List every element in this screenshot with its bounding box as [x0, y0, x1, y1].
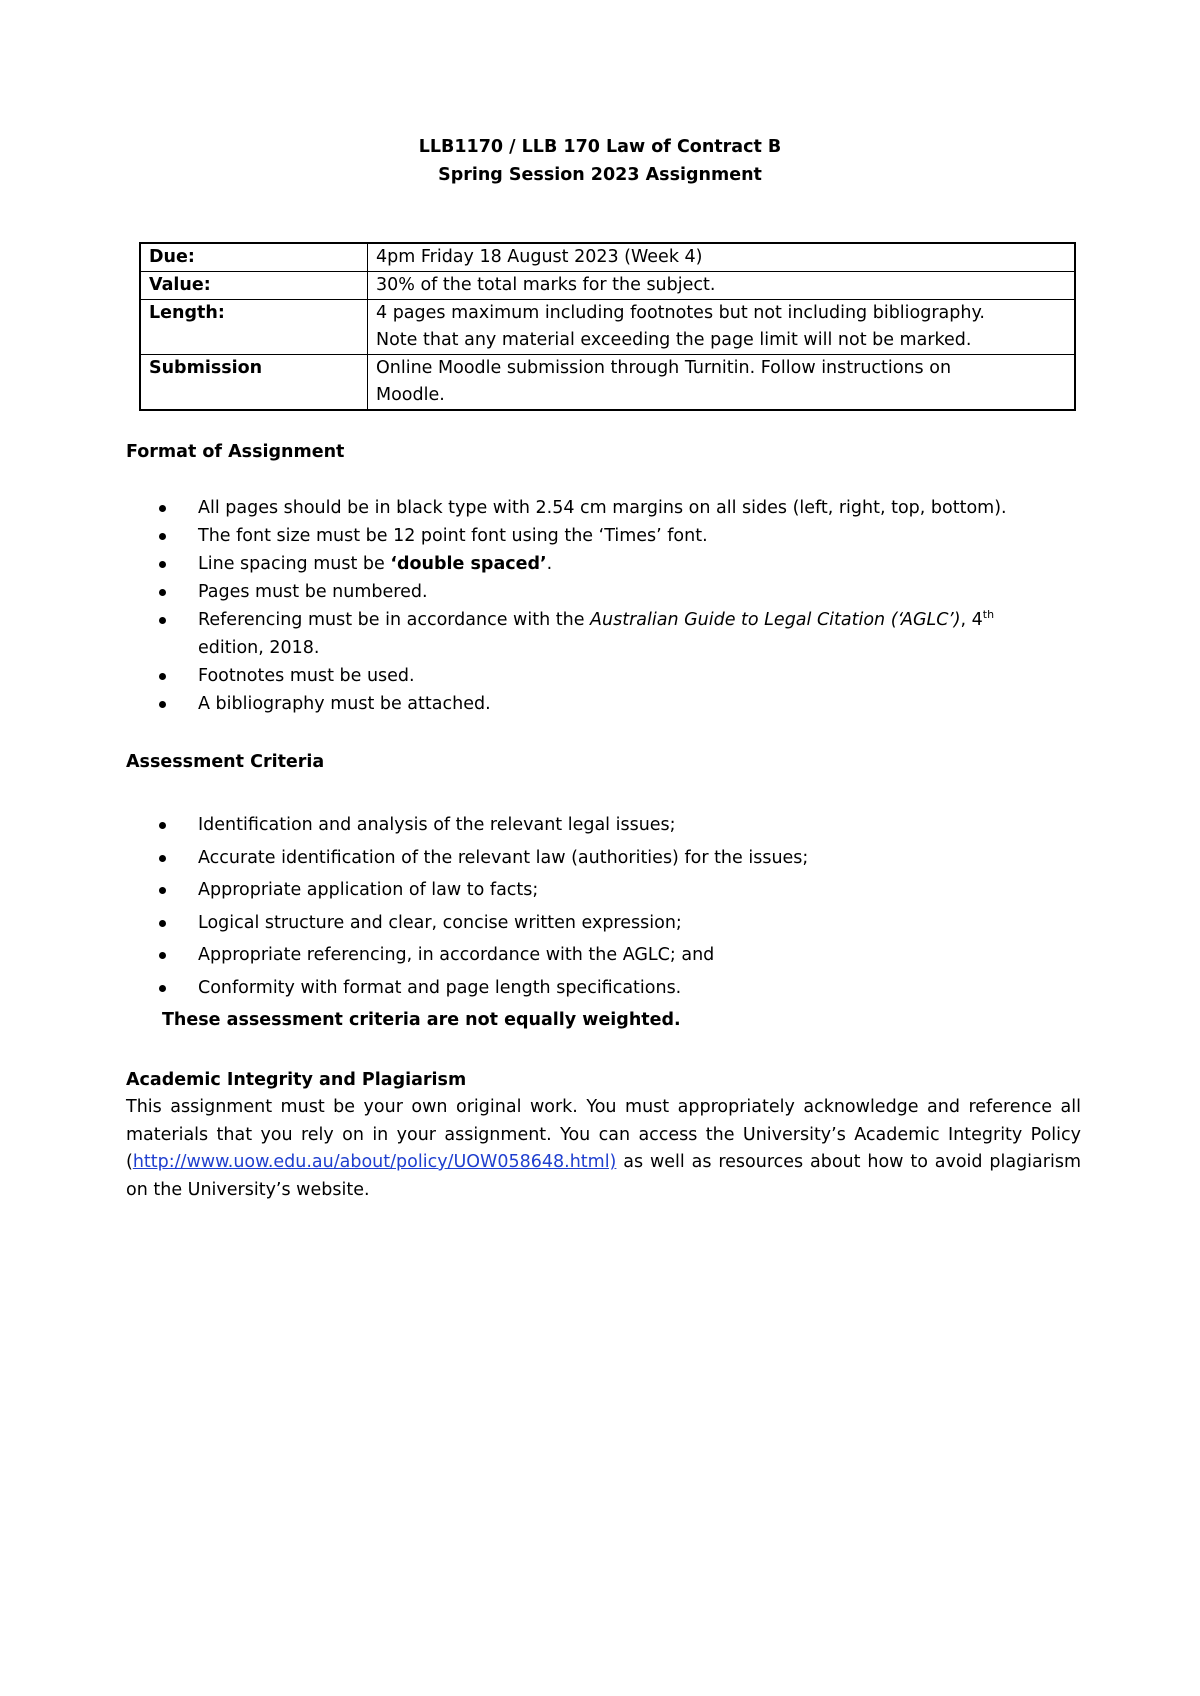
- policy-link[interactable]: http://www.uow.edu.au/about/policy/UOW058648.html): [132, 1152, 617, 1172]
- row-value-line: Moodle.: [376, 385, 445, 405]
- list-item: [126, 606, 1086, 662]
- list-item: [126, 550, 1086, 578]
- row-value-line: 4 pages maximum including footnotes but not including bibliography.: [376, 303, 985, 323]
- bullet-icon: [159, 855, 166, 862]
- list-item-text: Identification and analysis of the relevant legal issues;: [198, 815, 676, 835]
- table-row-length: [140, 300, 1075, 355]
- format-heading: Format of Assignment: [126, 442, 345, 462]
- row-label: Due:: [140, 243, 368, 272]
- row-value: [368, 300, 1076, 355]
- list-item: [126, 522, 1086, 550]
- bullet-icon: [159, 589, 166, 596]
- list-item-text: Appropriate referencing, in accordance with the AGLC; and: [198, 945, 715, 965]
- table-row-due: [140, 243, 1075, 272]
- list-item: [126, 662, 1086, 690]
- list-item: [126, 874, 1086, 907]
- bullet-icon: [159, 952, 166, 959]
- list-item-text: Conformity with format and page length specifications.: [198, 977, 682, 998]
- bullet-icon: [159, 673, 166, 680]
- row-label: Submission: [140, 355, 368, 411]
- list-item: [126, 578, 1086, 606]
- assignment-info-table: [139, 242, 1076, 411]
- list-item-text: edition, 2018.: [198, 638, 320, 658]
- integrity-text: This assignment must be your own original work. You must appropriately acknowledge and reference all materials that you rely on in your assignment. You can access the University’s Academic Integrity Policy (: [126, 1097, 1081, 1172]
- bullet-icon: [159, 887, 166, 894]
- format-list: [126, 494, 1086, 718]
- list-item-text: .: [546, 554, 553, 574]
- title-line-2: Spring Session 2023 Assignment: [438, 165, 762, 185]
- bullet-icon: [159, 701, 166, 708]
- list-item-emphasis: ‘double spaced’: [390, 554, 547, 574]
- row-value: 4pm Friday 18 August 2023 (Week 4): [368, 243, 1076, 272]
- row-label: Value:: [140, 272, 368, 300]
- integrity-heading: Academic Integrity and Plagiarism: [126, 1070, 467, 1090]
- row-value-line: Online Moodle submission through Turnitin. Follow instructions on: [376, 358, 952, 378]
- list-item-text: , 4: [960, 610, 983, 630]
- integrity-paragraph: [126, 1094, 1081, 1204]
- list-item-text: Line spacing must be: [198, 554, 391, 574]
- bullet-icon: [159, 617, 166, 624]
- list-item-citation: Australian Guide to Legal Citation (‘AGLC’): [590, 610, 961, 630]
- bullet-icon: [159, 822, 166, 829]
- list-item-text: Appropriate application of law to facts;: [198, 880, 539, 900]
- list-item: [126, 939, 1086, 972]
- row-value: 30% of the total marks for the subject.: [368, 272, 1076, 300]
- list-item-text: All pages should be in black type with 2.54 cm margins on all sides (left, right, top, bottom).: [198, 498, 1007, 518]
- list-item-text: The font size must be 12 point font using the ‘Times’ font.: [198, 526, 708, 546]
- row-label: Length:: [140, 300, 368, 355]
- list-item-text: Pages must be numbered.: [198, 582, 428, 602]
- row-value: [368, 355, 1076, 411]
- list-item-text: Accurate identification of the relevant law (authorities) for the issues;: [198, 847, 809, 868]
- criteria-heading: Assessment Criteria: [126, 752, 325, 772]
- integrity-section: [126, 1066, 1081, 1204]
- bullet-icon: [159, 920, 166, 927]
- row-value-line: Note that any material exceeding the page limit will not be marked.: [376, 330, 972, 350]
- criteria-weighting-note: These assessment criteria are not equally weighted.: [162, 1010, 681, 1030]
- title-line-1: LLB1170 / LLB 170 Law of Contract B: [418, 137, 782, 157]
- table-row-value: [140, 272, 1075, 300]
- ordinal-suffix: th: [982, 608, 995, 622]
- list-item: [126, 809, 1086, 842]
- list-item: [126, 494, 1086, 522]
- list-item-text: A bibliography must be attached.: [198, 694, 491, 714]
- criteria-list: [126, 809, 1086, 1004]
- document-title: [0, 133, 1200, 189]
- bullet-icon: [159, 505, 166, 512]
- bullet-icon: [159, 985, 166, 992]
- list-item: [126, 842, 1086, 875]
- list-item: [126, 907, 1086, 940]
- list-item-text: Logical structure and clear, concise written expression;: [198, 912, 682, 933]
- bullet-icon: [159, 533, 166, 540]
- table-row-submission: [140, 355, 1075, 411]
- list-item-text: Footnotes must be used.: [198, 666, 415, 686]
- bullet-icon: [159, 561, 166, 568]
- list-item: [126, 972, 1086, 1005]
- list-item-text: Referencing must be in accordance with the: [198, 610, 591, 630]
- list-item: [126, 690, 1086, 718]
- integrity-text: as well as resources about how to avoid plagiarism on the University’s website.: [126, 1152, 1081, 1200]
